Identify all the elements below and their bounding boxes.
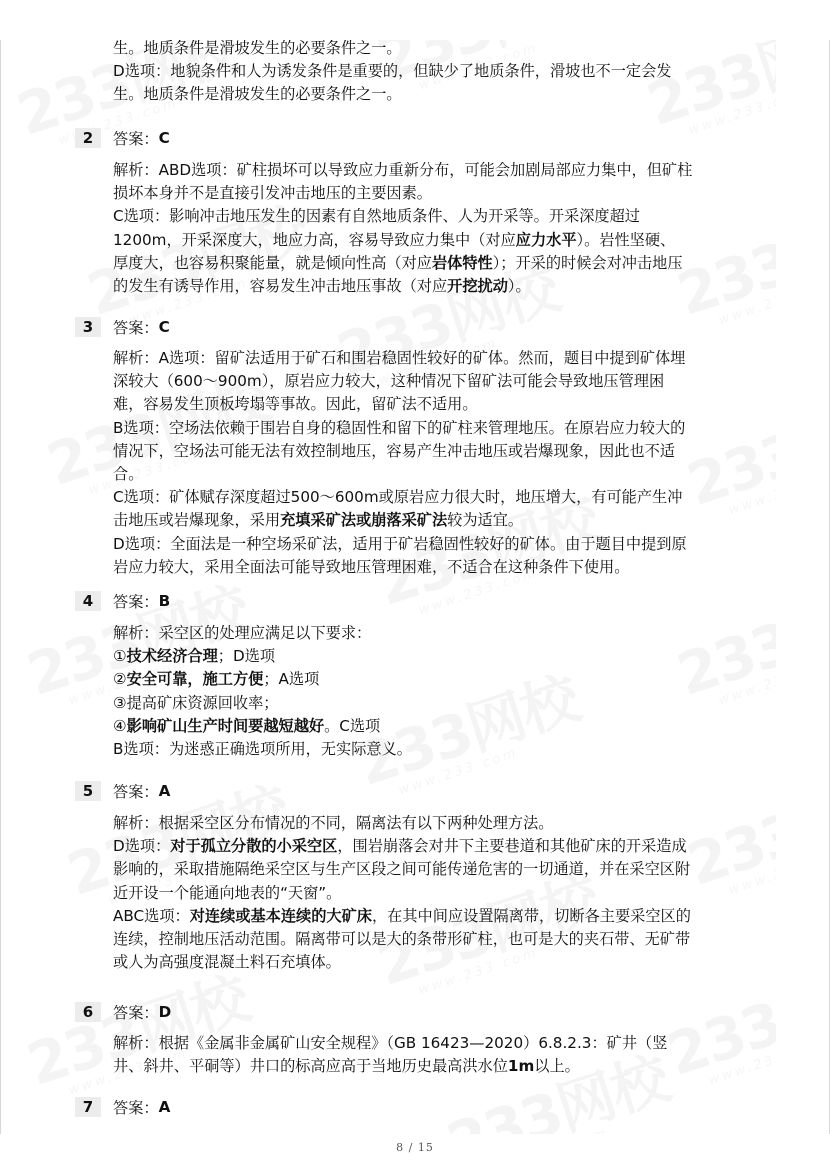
answer-label: 答案： [113, 318, 159, 337]
analysis-line: B选项：为迷惑正确选项所用，无实际意义。 [113, 740, 412, 759]
question-number-badge: 6 [75, 1002, 101, 1022]
analysis-block [113, 1032, 778, 1078]
analysis-block [113, 812, 778, 974]
answer-value: C [158, 318, 170, 336]
question-number-badge: 7 [75, 1097, 101, 1117]
analysis-line: 1200m，开采深度大，地应力高，容易导致应力集中（对应应力水平）。岩性坚硬、 [113, 230, 676, 249]
emphasis: 开挖扰动 [447, 277, 508, 296]
emphasis: 对连续或基本连续的大矿床 [189, 906, 372, 925]
emphasis: 影响矿山生产时间要越短越好 [126, 716, 325, 735]
analysis-line: 击地压或岩爆现象，采用充填采矿法或崩落采矿法较为适宜。 [113, 511, 524, 530]
analysis-line: 解析：根据采空区分布情况的不同，隔离法有以下两种处理方法。 [113, 814, 554, 832]
answer-label: 答案： [113, 1003, 159, 1022]
emphasis: 安全可靠，施工方便 [126, 670, 264, 689]
analysis-line: 的发生有诱导作用，容易发生冲击地压事故（对应开挖扰动）。 [113, 277, 531, 296]
analysis-line: ③提高矿床资源回收率； [113, 693, 279, 712]
analysis-line: 合。 [113, 465, 144, 484]
analysis-line: ②安全可靠，施工方便；A选项 [113, 670, 320, 689]
analysis-line: 或人为高强度混凝土料石充填体。 [113, 953, 341, 972]
analysis-line: 损坏本身并不是直接引发冲击地压的主要因素。 [113, 184, 432, 203]
emphasis: 对于孤立分散的小采空区 [170, 837, 338, 856]
analysis-line: 解析：根据《金属非金属矿山安全规程》（GB 16423—2020）6.8.2.3：矿井（竖 [113, 1034, 668, 1052]
analysis-block [113, 622, 778, 761]
answer-label: 答案： [113, 1098, 159, 1117]
question-header [75, 1001, 171, 1023]
analysis-line: D选项：对于孤立分散的小采空区，围岩崩落会对井下主要巷道和其他矿床的开采造成 [113, 837, 687, 856]
answer-value: A [158, 1098, 171, 1116]
analysis-line: C选项：影响冲击地压发生的因素有自然地质条件、人为开采等。开采深度超过 [113, 207, 640, 226]
analysis-line: 厚度大，也容易积聚能量，就是倾向性高（对应岩体特性）；开采的时候会对冲击地压 [113, 253, 683, 272]
document-page [0, 40, 830, 1134]
analysis-line: 情况下，空场法可能无法有效控制地压，容易产生冲击地压或岩爆现象，因此也不适 [113, 441, 675, 460]
answer-label: 答案： [113, 782, 159, 801]
question-number-badge: 2 [75, 128, 101, 148]
analysis-block [113, 159, 778, 298]
analysis-line: D选项：全面法是一种空场采矿法，适用于矿岩稳固性较好的矿体。由于题目中提到原 [113, 534, 687, 553]
analysis-line: 解析：A选项：留矿法适用于矿石和围岩稳固性较好的矿体。然而，题目中提到矿体埋 [113, 349, 686, 367]
answer-value: B [158, 592, 171, 610]
answer-label: 答案： [113, 592, 159, 611]
analysis-line: 生。地质条件是滑坡发生的必要条件之一。 [113, 40, 402, 57]
analysis-block [113, 347, 778, 579]
question-header [75, 780, 170, 802]
analysis-line: ④影响矿山生产时间要越短越好。C选项 [113, 716, 381, 735]
answer-value: C [158, 129, 170, 147]
analysis-line: 连续，控制地压活动范围。隔离带可以是大的条带形矿柱，也可是大的夹石带、无矿带 [113, 930, 691, 949]
question-header [75, 1096, 170, 1118]
analysis-line: ABC选项：对连续或基本连续的大矿床，在其中间应设置隔离带，切断各主要采空区的 [113, 906, 691, 925]
analysis-line: D选项：地貌条件和人为诱发条件是重要的，但缺少了地质条件，滑坡也不一定会发 [113, 62, 672, 81]
emphasis: 充填采矿法或崩落采矿法 [280, 511, 448, 530]
emphasis: 技术经济合理 [126, 647, 218, 666]
analysis-line: 岩应力较大，采用全面法可能导致地压管理困难，不适合在这种条件下使用。 [113, 557, 630, 576]
question-header [75, 127, 170, 149]
question-number-badge: 4 [75, 591, 101, 611]
question-header [75, 590, 170, 612]
analysis-line: 井、斜井、平硐等）井口的标高应高于当地历史最高洪水位1m以上。 [113, 1057, 580, 1076]
emphasis: 岩体特性 [431, 253, 493, 272]
analysis-line: ①技术经济合理；D选项 [113, 647, 276, 666]
answer-value: D [158, 1003, 172, 1021]
page-indicator: 8 / 15 [396, 1141, 434, 1154]
answer-value: A [158, 782, 171, 800]
emphasis: 应力水平 [515, 230, 577, 249]
analysis-line: 近开设一个能通向地表的“天窗”。 [113, 883, 342, 902]
question-header [75, 316, 170, 338]
answer-label: 答案： [113, 129, 159, 148]
question-number-badge: 5 [75, 781, 101, 801]
analysis-line: 影响的，采取措施隔绝采空区与生产区段之间可能传递危害的一切通道，并在采空区附 [113, 860, 691, 879]
emphasis: 1m [507, 1057, 535, 1076]
analysis-line: C选项：矿体赋存深度超过500～600m或原岩应力很大时，地压增大，有可能产生冲 [113, 488, 683, 507]
analysis-line: B选项：空场法依赖于围岩自身的稳固性和留下的矿柱来管理地压。在原岩应力较大的 [113, 418, 686, 437]
analysis-line: 难，容易发生顶板垮塌等事故。因此，留矿法不适用。 [113, 395, 478, 414]
carryover-analysis [113, 40, 778, 107]
analysis-line: 深较大（600～900m），原岩应力较大，这种情况下留矿法可能会导致地压管理困 [113, 372, 665, 391]
analysis-line: 生。地质条件是滑坡发生的必要条件之一。 [113, 85, 402, 104]
analysis-line: 解析：采空区的处理应满足以下要求： [113, 624, 372, 642]
question-number-badge: 3 [75, 317, 101, 337]
analysis-line: 解析：ABD选项：矿柱损坏可以导致应力重新分布，可能会加剧局部应力集中，但矿柱 [113, 161, 693, 179]
